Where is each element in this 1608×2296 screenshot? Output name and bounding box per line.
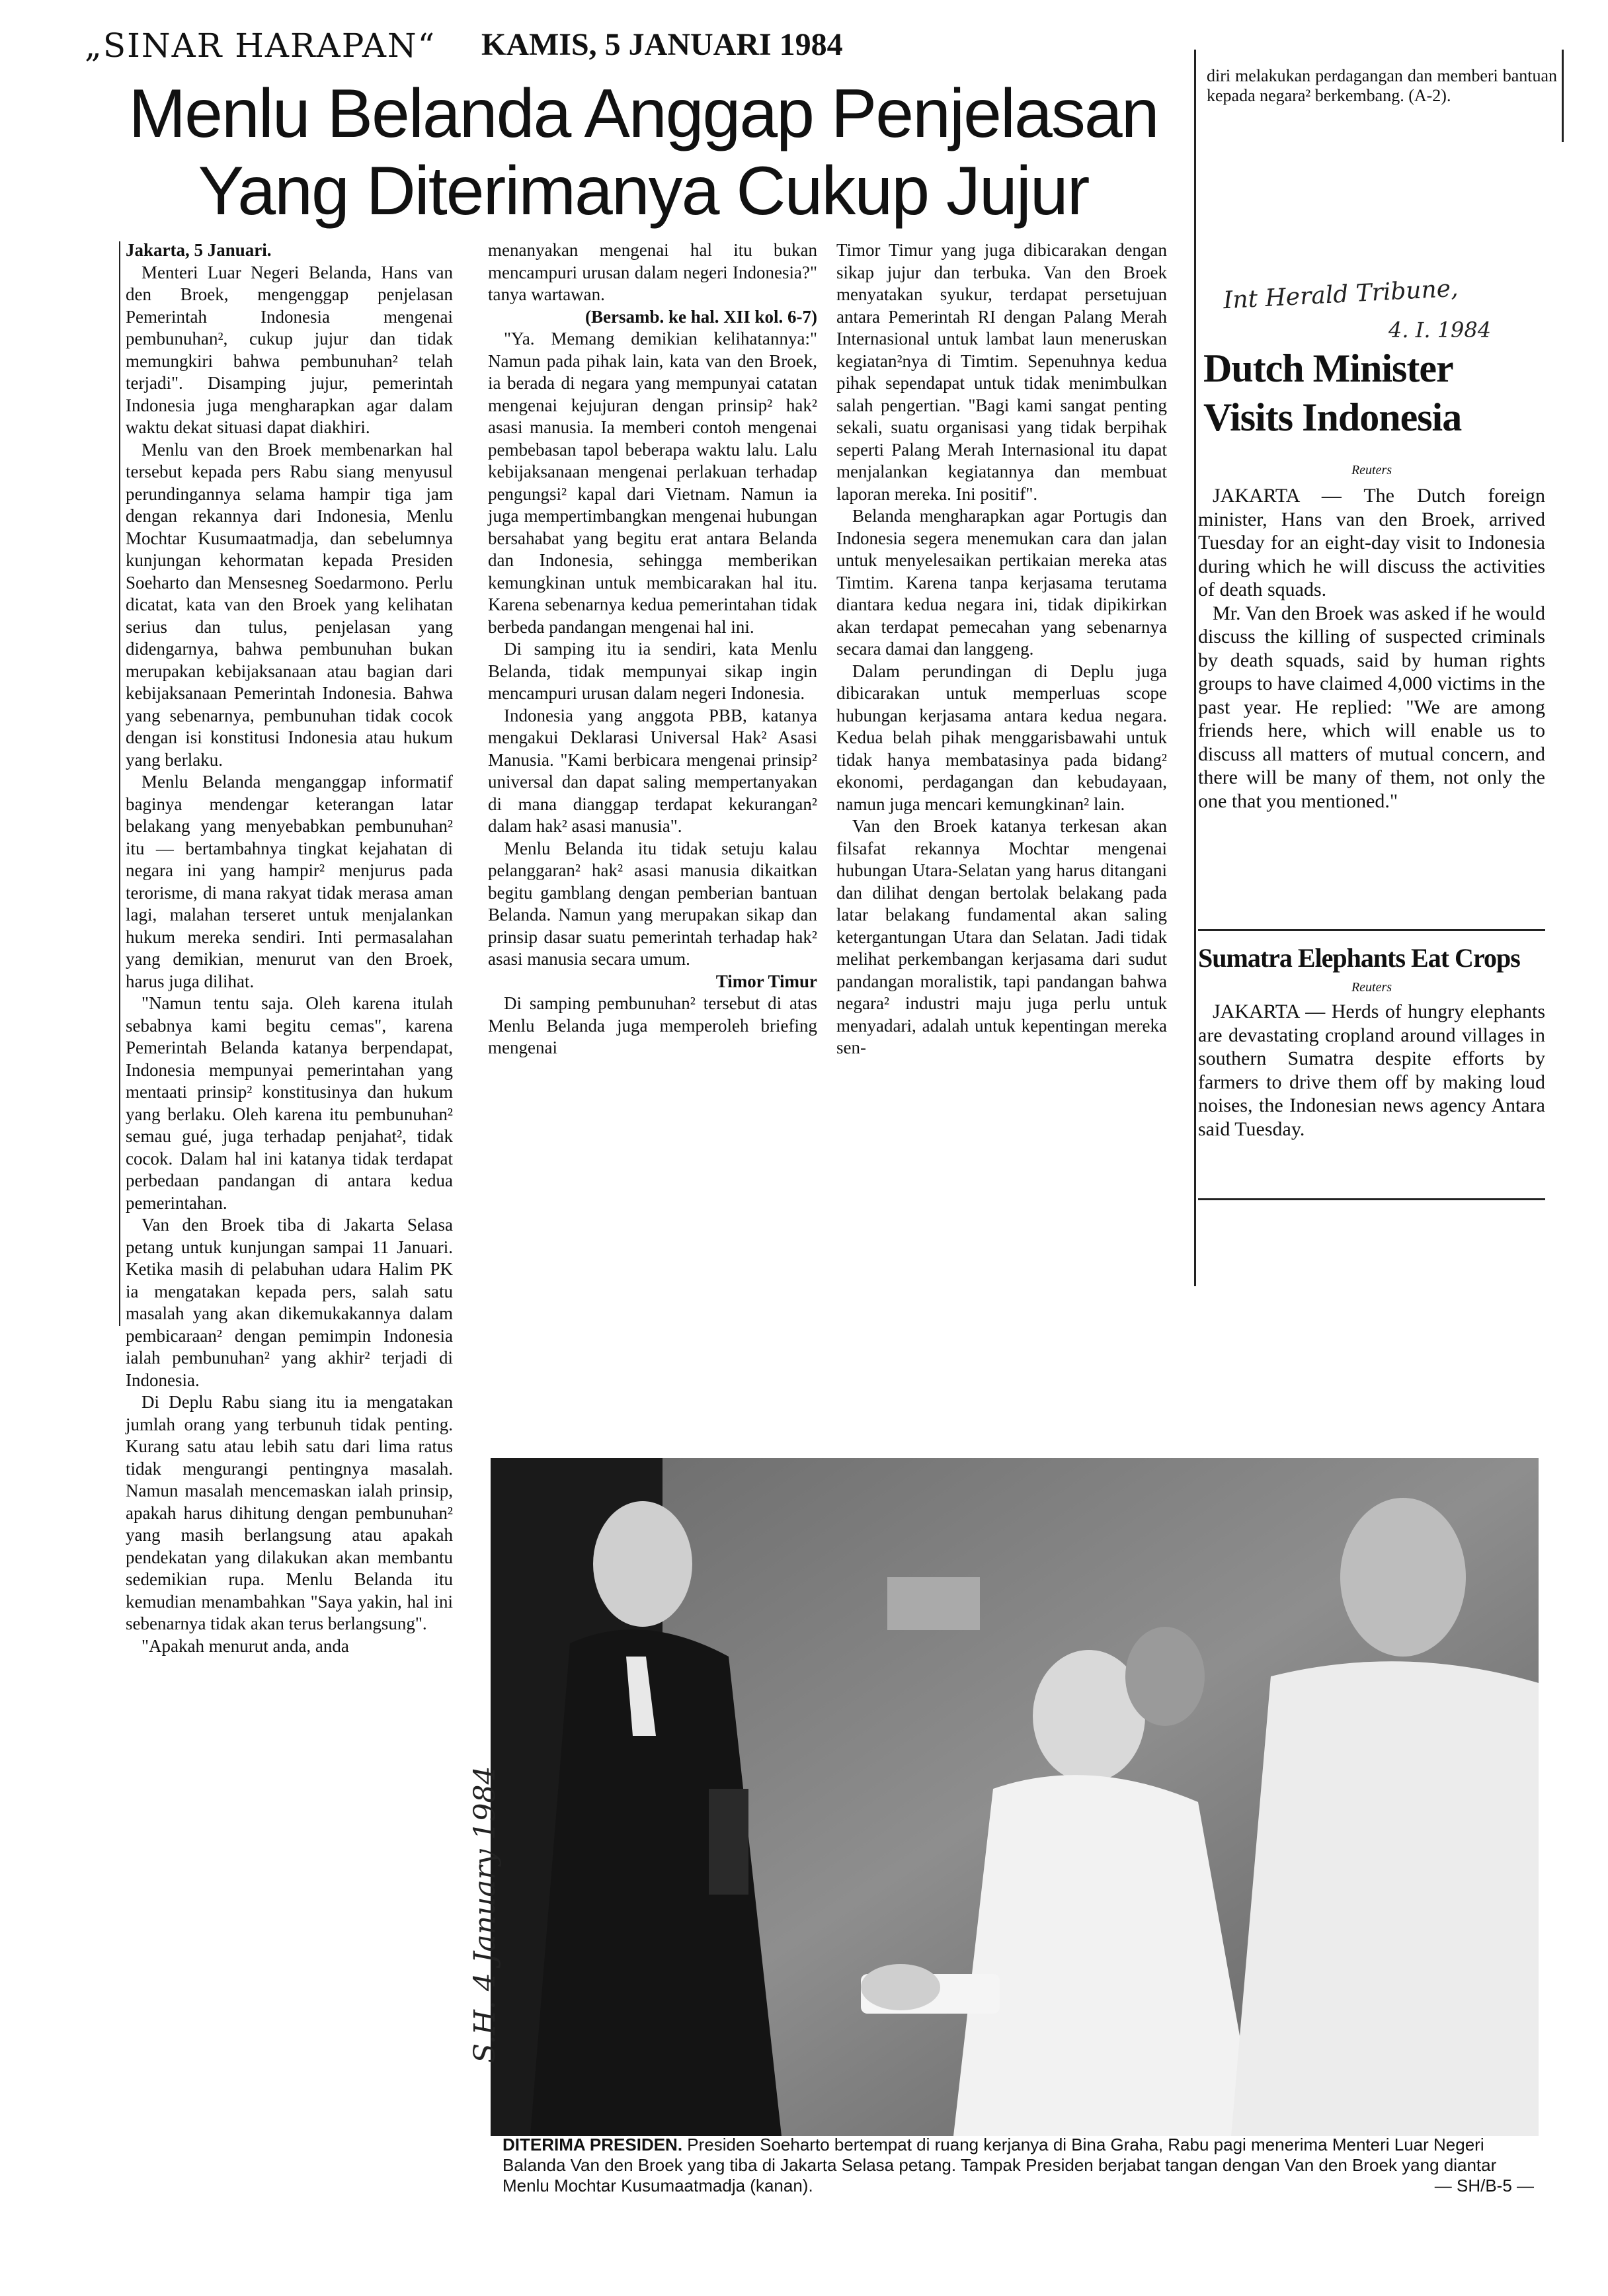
masthead <box>85 26 918 73</box>
headline <box>85 75 1202 230</box>
paragraph: JAKARTA — Herds of hungry elephants are devastating cropland around villages in southern Sumatra despite efforts by farmers to drive them off by making loud noises, the Indonesian news agency Antara said Tuesday. <box>1198 1001 1545 1140</box>
headline-line-1: Menlu Belanda Anggap Penjelasan <box>128 75 1158 152</box>
paragraph: Menlu Belanda itu tidak setuju kalau pelanggaran² hak² asasi manusia dikaitkan begitu gamblang dengan pemberian bantuan Belanda. Namun yang merupakan sikap dan prinsip dasar suatu pemerintah terhadap hak² asasi manusia secara umum. <box>488 838 817 969</box>
article-title-elephants: Sumatra Elephants Eat Crops <box>1198 943 1520 973</box>
article-column-2 <box>488 239 817 1059</box>
section-rule <box>1198 1198 1545 1200</box>
paragraph: "Namun tentu saja. Oleh karena itulah sebabnya kami begitu cemas", karena Pemerintah Belanda katanya berpendapat, Indonesia mempunyai pemerintahan yang mentaati prinsip² konstitusinya dan hukum yang berlaku. Oleh karena itu pembunuhan² semau gué, juga terhadap penjahat², tidak cocok. Dalam hal ini katanya tidak terdapat perbedaan pandangan di antara kedua pemerintahan. <box>126 993 453 1213</box>
photo-illustration <box>491 1458 1539 2136</box>
article-column-3 <box>836 239 1167 1059</box>
paragraph: Mr. Van den Broek was asked if he would discuss the killing of suspected criminals by death squads, said by human rights groups to have claimed 4,000 victims in the past year. He replied: "We are among friends here, which will enable us to discuss all matters of mutual concern, and there will be many of them, not only the one that you mentioned." <box>1198 602 1545 812</box>
margin-note-text: S.H. 4 January 1984 <box>468 1766 502 2063</box>
paragraph: Van den Broek tiba di Jakarta Selasa petang untuk kunjungan sampai 11 Januari. Ketika masih di pelabuhan udara Halim PK ia mengatakan kepada pers, salah satu masalah yang akan dikemukakannya dalam pembicaraan² dengan pemimpin Indonesia ialah pembunuhan² yang akhir² terjadi di Indonesia. <box>126 1215 453 1390</box>
paragraph: Di samping pembunuhan² tersebut di atas Menlu Belanda juga memperoleh briefing mengenai <box>488 993 817 1057</box>
paragraph: Dalam perundingan di Deplu juga dibicarakan untuk memperluas scope hubungan kerjasama antara kedua negara. Kedua belah pihak menggarisbawahi untuk tidak hanya membatasinya pada bidang² ekonomi, perdagangan dan kebudayaan, namun juga mencari kemungkinan² lain. <box>836 661 1167 814</box>
handwritten-date-note: 4. I. 1984 <box>1388 317 1492 343</box>
dateline: Jakarta, 5 Januari. <box>126 240 272 260</box>
article-title-dutch-minister: Dutch Minister Visits Indonesia <box>1203 347 1462 439</box>
article-body-elephants <box>1198 1000 1545 1141</box>
paragraph: "Apakah menurut anda, anda <box>141 1635 349 1656</box>
photo-caption <box>502 2135 1534 2196</box>
paragraph: Van den Broek katanya terkesan akan filsafat rekannya Mochtar mengenai hubungan Utara-Selatan yang harus ditangani dan dilihat dengan bertolak belakang pada latar belakang fundamental akan saling ketergantungan Utara dan Selatan. Jadi tidak melihat perkembangan kerjasama dari sudut pandangan moralistik, tapi pandangan bahwa negara² industri maju juga perlu untuk menyadari, adalah untuk kepentingan mereka sen- <box>836 816 1167 1057</box>
paragraph: Menteri Luar Negeri Belanda, Hans van den Broek, mengenggap penjelasan Pemerintah Indonesia mengenai pembunuhan², cukup jujur dan tidak memungkiri bahwa pembunuhan² telah terjadi". Disamping jujur, pemerintah Indonesia juga mengharapkan agar dalam waktu dekat situasi dapat diakhiri. <box>126 262 453 437</box>
paragraph: JAKARTA — The Dutch foreign minister, Hans van den Broek, arrived Tuesday for an eight-day visit to Indonesia during which he will discuss the activities of death squads. <box>1198 485 1545 600</box>
paragraph: Indonesia yang anggota PBB, katanya mengakui Deklarasi Universal Hak² Asasi Manusia. "Kami berbicara mengenai prinsip² universal dan dapat saling mempertanyakan di mana dianggap terdapat kekurangan² dalam hak² asasi manusia". <box>488 705 817 836</box>
byline: Reuters <box>1351 980 1392 995</box>
column-rule <box>1562 50 1564 142</box>
continuation-text: diri melakukan perdagangan dan memberi bantuan kepada negara² berkembang. (A-2). <box>1207 66 1557 105</box>
byline: Reuters <box>1351 463 1392 477</box>
press-photo <box>491 1458 1539 2136</box>
handwritten-margin-note <box>428 1600 501 2063</box>
caption-label: DITERIMA PRESIDEN. <box>502 2135 683 2154</box>
issue-date: KAMIS, 5 JANUARI 1984 <box>481 27 843 62</box>
handwritten-source-note: Int Herald Tribune, <box>1223 274 1459 315</box>
caption-text: Presiden Soeharto bertempat di ruang kerjanya di Bina Graha, Rabu pagi menerima Menteri Luar Negeri Balanda Van den Broek yang tiba di Jakarta Selasa petang. Tampak Presiden berjabat tangan dengan Van den Broek yang diantar Menlu Mochtar Kusumaatmadja (kanan). <box>502 2135 1497 2195</box>
newspaper-name: „SINAR HARAPAN“ <box>85 26 436 65</box>
column-rule <box>119 241 120 1326</box>
continuation-note: (Bersamb. ke hal. XII kol. 6-7) <box>584 306 817 327</box>
article-body-dutch-minister <box>1198 484 1545 813</box>
subheading: Timor Timur <box>715 971 817 991</box>
paragraph: Menlu van den Broek membenarkan hal tersebut kepada pers Rabu siang menyusul perundingannya selama hampir tiga jam dengan rekannya dari Indonesia, Menlu Mochtar Kusumaatmadja, dan sebelumnya kunjungan kehormatan kepada Presiden Soeharto dan Mensesneg Soedarmono. Perlu dicatat, kata van den Broek yang kelihatan serius dan tulus, penjelasan yang didengarnya, bahwa pembunuhan bukan merupakan kebijaksanaan atau bagian dari kebijaksanaan Pemerintah Indonesia. Bahwa yang sebenarnya, pembunuhan tidak cocok dengan isi konstitusi Indonesia atau hukum yang berlaku. <box>126 439 453 770</box>
article-column-1 <box>126 239 453 1657</box>
paragraph: "Ya. Memang demikian kelihatannya:" Namun pada pihak lain, kata van den Broek, ia berada di negara yang mempunyai catatan mengenai kejujuran dengan prinsip² hak² asasi manusia. Ia memberi contoh mengenai pembebasan tapol beberapa waktu lalu. Lalu kebijaksanaan mengenai perlakuan terhadap pengungsi² kapal dari Vietnam. Namun ia juga mempertimbangkan mengenai hubungan bersahabat yang begitu erat antara Belanda dan Indonesia, sehingga memberikan kemungkinan untuk membicarakan hal itu. Karena sebenarnya kedua pemerintahan tidak berbeda pandangan mengenai hal ini. <box>488 329 817 637</box>
paragraph: Belanda mengharapkan agar Portugis dan Indonesia segera menemukan cara dan jalan untuk menyelesaikan pertikaian mereka atas Timtim. Karena tanpa kerjasama terutama diantara kedua negara ini, tidak dipikirkan akan terdapat pemecahan yang sebenarnya secara damai dan langgeng. <box>836 506 1167 659</box>
headline-line-2: Yang Diterimanya Cukup Jujur <box>198 153 1089 230</box>
paragraph: Timor Timur yang juga dibicarakan dengan sikap jujur dan terbuka. Van den Broek menyatakan syukur, terdapat persetujuan antara Pemerintah RI dengan Palang Merah Internasional untuk lambat laun meneruskan kegiatan²nya di Timtim. Sepenuhnya kedua pihak sependapat untuk tidak menimbulkan salah pengertian. "Bagi kami sangat penting sekali, suatu organisasi yang tidak berpihak seperti Palang Merah Internasional itu dapat menjalankan kegiatannya dan membuat laporan mereka. Ini positif". <box>836 240 1167 504</box>
photo-credit: — SH/B-5 — <box>1434 2176 1534 2195</box>
paragraph: Di Deplu Rabu siang itu ia mengatakan jumlah orang yang terbunuh tidak penting. Kurang satu atau lebih satu dari lima ratus tidak mengurangi pentingnya masalah. Namun masalah mencemaskan ialah prinsip, apakah harus dihitung dengan pembunuhan² yang masih berlangsung atau apakah pendekatan yang dilakukan akan membantu sedemikian rupa. Menlu Belanda itu kemudian menambahkan "Saya yakin, hal ini sebenarnya tidak akan terus berlangsung". <box>126 1392 453 1633</box>
paragraph: Di samping itu ia sendiri, kata Menlu Belanda, tidak mempunyai sikap ingin mencampuri urusan dalam negeri Indonesia. <box>488 639 817 703</box>
paragraph: Menlu Belanda menganggap informatif baginya mendengar keterangan latar belakang yang menyebabkan pembunuhan² itu — bertambahnya tingkat kejahatan di negara ini yang hampir² menjurus pada terorisme, di mana rakyat tidak merasa aman lagi, malahan terseret untuk menjalankan hukum mereka sendiri. Inti permasalahan yang demikian, menurut van den Broek, harus juga dilihat. <box>126 772 453 991</box>
column-rule <box>1194 50 1196 1286</box>
paragraph: menanyakan mengenai hal itu bukan mencampuri urusan dalam negeri Indonesia?" tanya wartawan. <box>488 240 817 304</box>
section-rule <box>1198 929 1545 931</box>
